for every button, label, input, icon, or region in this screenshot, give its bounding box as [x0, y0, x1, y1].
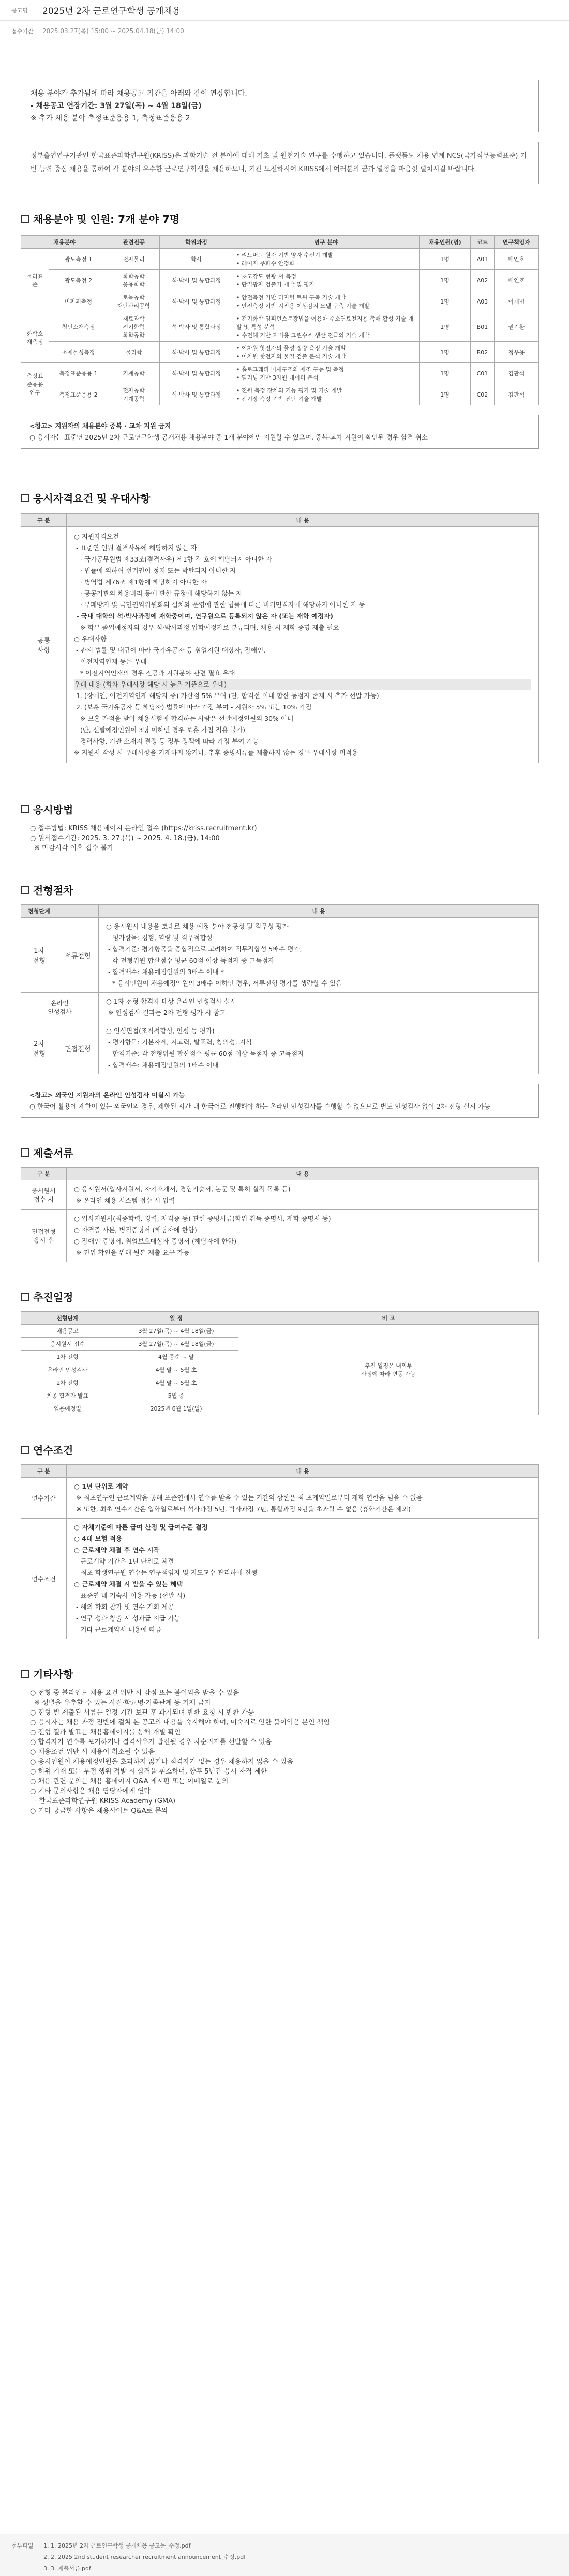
table-row — [21, 1210, 539, 1262]
stage-line: - 합격배수: 채용예정인원의 3배수 이내 * — [106, 968, 224, 976]
table-cell: 1명 — [419, 363, 470, 384]
announcement-body — [0, 41, 569, 1815]
attachment-list — [36, 2540, 246, 2574]
qualification-line: · 공공기관의 채용비리 등에 관한 규정에 해당하지 않는 자 — [74, 589, 243, 597]
qualification-line: - 표준연 인원 결격사유에 해당하지 않는 자 — [74, 544, 197, 552]
qualification-text — [67, 527, 539, 763]
reference-body: ○ 응시자는 표준연 2025년 2차 근로연구학생 공개채용 채용분야 중 1개 분야에만 지원할 수 있으며, 중복·교차 지원이 확인된 경우 합격 취소 — [29, 433, 428, 441]
checkbox-icon — [21, 805, 29, 813]
col-header: 일 정 — [114, 1312, 238, 1325]
table-cell: 학사 — [160, 249, 233, 270]
reference-box — [21, 415, 539, 449]
table-cell: 토목공학 재난관리공학 — [108, 291, 159, 312]
table-cell: 석·박사 및 통합과정 — [160, 363, 233, 384]
table-cell: • 전기화학 임피던스분광법을 이용한 수소연료전지용 촉매 활성 기술 개발 및 특성 분석 • 수전해 기반 저비용 그린수소 생산 전극의 기술 개발 — [233, 312, 419, 342]
table-row — [21, 918, 539, 993]
table-row — [21, 1519, 539, 1639]
table-row — [21, 363, 539, 384]
table-cell: 소재물성측정 — [49, 342, 108, 363]
table-cell: 화학공학 응용화학 — [108, 270, 159, 291]
condition-line: - 최초 학생연구원 연수는 연구책임자 및 지도교수 관리하에 진행 — [74, 1569, 258, 1577]
table-cell: 1명 — [419, 384, 470, 405]
application-period: 2025.03.27(목) 15:00 ~ 2025.04.18(금) 14:00 — [42, 27, 184, 35]
section-title: 전형절차 — [21, 882, 539, 897]
table-row — [21, 270, 539, 291]
condition-line: - 연구 성과 창출 시 성과급 지급 가능 — [74, 1614, 181, 1622]
table-row — [21, 1180, 539, 1210]
reference-box — [21, 1084, 539, 1118]
row-content — [67, 1519, 539, 1639]
table-cell: 1명 — [419, 249, 470, 270]
schedule-date: 3월 27일(목) ~ 4월 18일(금) — [114, 1325, 238, 1338]
row-label: 면접전형 응시 후 — [21, 1210, 67, 1262]
table-cell: 첨단소재측정 — [49, 312, 108, 342]
table-row — [21, 342, 539, 363]
positions-table — [21, 235, 539, 405]
section-title: 제출서류 — [21, 1145, 539, 1160]
table-cell: 배인호 — [494, 249, 538, 270]
note-line: ○ 전형 중 블라인드 채용 요건 위반 시 감점 또는 불이익을 받을 수 있음 — [30, 1689, 239, 1697]
section-title: 응시자격요건 및 우대사항 — [21, 490, 539, 505]
schedule-date: 4월 말 ~ 5월 초 — [114, 1376, 238, 1389]
note-line: ○ 채용 관련 문의는 채용 홈페이지 Q&A 게시판 또는 이메일로 문의 — [30, 1778, 229, 1785]
qualification-line: ※ 보훈 가점을 받아 채용시험에 합격하는 사람은 선발예정인원의 30% 이내 — [74, 715, 294, 722]
group-label: 화학소재측정 — [21, 312, 49, 363]
table-cell: 김판석 — [494, 363, 538, 384]
table-cell: 기계공학 — [108, 363, 159, 384]
section-title: 채용분야 및 인원: 7개 분야 7명 — [21, 211, 539, 226]
meta-period-label: 접수기간 — [11, 27, 34, 35]
condition-line: ※ 또한, 최초 연수기간은 입학일로부터 석사과정 5년, 박사과정 7년, 통합과정 9년을 초과할 수 없음 (휴학기간은 제외) — [74, 1505, 411, 1513]
checkbox-icon — [21, 215, 29, 223]
condition-line: ○ 근로계약 체결 후 연수 시작 — [74, 1546, 160, 1554]
table-cell: 측정표준응용 2 — [49, 384, 108, 405]
notice-line: - 채용공고 연장기간: 3월 27일(목) ~ 4월 18일(금) — [31, 102, 202, 110]
intro-text: 정부출연연구기관인 한국표준과학연구원(KRISS)은 과학기술 전 분야에 대해 기초 및 원천기술 연구를 수행하고 있습니다. 플랫폼도 채용 연계 NCS(국가직무능력표준) 기반 능력 중심 채용을 통하여 각 분야의 우수한 근로연구학생을 채용하오니, 기관 도전하시여 KRISS에서 여러분의 꿈과 열정을 마음껏 펼치시길 바랍니다. — [21, 142, 539, 184]
table-cell: B01 — [471, 312, 494, 342]
table-row — [21, 1478, 539, 1519]
schedule-date: 3월 27일(목) ~ 4월 18일(금) — [114, 1338, 238, 1351]
row-label: 응시원서 접수 시 — [21, 1180, 67, 1210]
qualification-line: ※ 학부 졸업예정자의 경우 석·박사과정 입학예정자로 분류되며, 채용 시 재학 증명 제출 필요 — [74, 624, 339, 631]
attachment-link[interactable]: 2. 2. 2025 2nd student researcher recruitment announcement_수정.pdf — [43, 2554, 246, 2560]
table-cell: A02 — [471, 270, 494, 291]
table-cell: • 홀로그래피 미세구조의 제조 구동 및 측정 • 딥러닝 기반 3차원 데이터 분석 — [233, 363, 419, 384]
table-cell: 광도측정 2 — [49, 270, 108, 291]
table-row — [21, 291, 539, 312]
note-line: ○ 전형 결과 발표는 채용홈페이지를 통해 개별 확인 — [30, 1729, 181, 1736]
condition-line: ○ 1년 단위로 계약 — [74, 1482, 129, 1490]
schedule-stage: 최종 합격자 발표 — [21, 1389, 114, 1402]
other-notes — [21, 1687, 539, 1815]
table-cell: • 초고감도 형광 서 측정 • 단일광자 검출기 개발 및 평가 — [233, 270, 419, 291]
reference-title: <참고> 지원자의 채용분야 중복 · 교차 지원 금지 — [29, 422, 171, 430]
qualification-line: (단, 선발예정인원이 3명 이하인 경우 보훈 가점 적용 불가) — [74, 726, 246, 734]
stage-name: 서류전형 — [57, 918, 99, 993]
qualification-line: ※ 지원서 작성 시 우대사항을 기재하지 않거나, 추후 증빙서류를 제출하지 않는 경우 우대사항 미적용 — [74, 749, 358, 756]
extension-notice — [21, 80, 539, 132]
schedule-date: 4월 중순 ~ 말 — [114, 1351, 238, 1363]
table-cell: 1명 — [419, 342, 470, 363]
table-cell: 1명 — [419, 270, 470, 291]
stage-line: - 합격배수: 채용예정인원의 1배수 이내 — [106, 1061, 219, 1069]
col-header: 전형단계 — [21, 905, 57, 918]
schedule-stage: 응시원서 접수 — [21, 1338, 114, 1351]
note-line: ○ 합격자가 연수를 포기하거나 결격사유가 발견될 경우 차순위자를 선발할 수 있음 — [30, 1738, 272, 1746]
table-cell: B02 — [471, 342, 494, 363]
col-header: 전형단계 — [21, 1312, 114, 1325]
document-line: ○ 장애인 증명서, 취업보호대상자 증명서 (해당자에 한함) — [74, 1237, 237, 1245]
note-line: ○ 허위 기재 또는 부정 행위 적발 시 합격을 취소하며, 향후 5년간 응시 자격 제한 — [30, 1768, 267, 1776]
method-line: ※ 마감시각 이후 접수 불가 — [30, 844, 114, 852]
note-line: ○ 기타 문의사항은 채용 담당자에게 연락 — [30, 1787, 151, 1795]
page-title: 2025년 2차 근로연구학생 공개채용 — [42, 6, 181, 17]
section-title: 연수조건 — [21, 1442, 539, 1457]
col-header: 코드 — [471, 236, 494, 249]
note-line: ○ 채용조건 위반 시 채용이 취소될 수 있음 — [30, 1748, 155, 1756]
table-cell: 석·박사 및 통합과정 — [160, 312, 233, 342]
document-line: ○ 응시원서(입사지원서, 자기소개서, 경험기술서, 논문 및 특허 실적 목록 등) — [74, 1185, 291, 1193]
stage-line: ○ 인성면접(조직적합성, 인성 등 평가) — [106, 1027, 215, 1035]
attachments-bar — [0, 2534, 569, 2576]
meta-title-label: 공고명 — [11, 7, 28, 14]
qualification-line: · 법률에 의하여 선거권이 정지 또는 박탈되지 아니한 자 — [74, 567, 236, 574]
table-row — [21, 249, 539, 270]
qualification-line: 경력사항, 기관 소재지 결정 등 정부 정책에 따라 가점 부여 가능 — [74, 737, 259, 745]
reference-body: ○ 한국어 활용에 제한이 있는 외국인의 경우, 제한된 시간 내 한국어로 진행해야 하는 온라인 인성검사를 수행할 수 없으므로 별도 인성검사 없이 2차 전형 실시 가능 — [29, 1102, 490, 1110]
table-cell: A01 — [471, 249, 494, 270]
col-header: 연구 분야 — [233, 236, 419, 249]
table-cell: C01 — [471, 363, 494, 384]
table-cell: 재료과학 전기화학 화학공학 — [108, 312, 159, 342]
documents-table — [21, 1167, 539, 1262]
schedule-stage: 2차 전형 — [21, 1376, 114, 1389]
table-row — [21, 312, 539, 342]
schedule-date: 4월 말 ~ 5월 초 — [114, 1363, 238, 1376]
condition-line: ○ 근로계약 체결 시 받을 수 있는 혜택 — [74, 1580, 183, 1588]
checkbox-icon — [21, 886, 29, 894]
stage-line: - 평가항목: 경험, 역량 및 직무적합성 — [106, 934, 213, 942]
stage-line: 각 전형위원 합산점수 평균 60점 이상 득점자 중 고득점자 — [106, 957, 275, 964]
table-cell: A03 — [471, 291, 494, 312]
table-cell: 전자물리 — [108, 249, 159, 270]
section-title: 기타사항 — [21, 1666, 539, 1681]
table-row — [21, 993, 539, 1022]
attachment-link[interactable]: 3. 3. 제출서류.pdf — [43, 2565, 91, 2572]
table-cell: C02 — [471, 384, 494, 405]
section-title: 응시방법 — [21, 801, 539, 816]
col-header: 채용분야 — [21, 236, 108, 249]
schedule-stage: 채용공고 — [21, 1325, 114, 1338]
row-content — [67, 1478, 539, 1519]
stage-name: 면접전형 — [57, 1022, 99, 1074]
table-cell: 석·박사 및 통합과정 — [160, 342, 233, 363]
table-cell: 김판석 — [494, 384, 538, 405]
row-content — [67, 1210, 539, 1262]
checkbox-icon — [21, 1148, 29, 1157]
document-line: ○ 입사지원서(최종학력, 경력, 자격증 등) 관련 증빙서류(학위 취득 증명서, 재학 증명서 등) — [74, 1215, 331, 1222]
table-row — [21, 1325, 539, 1338]
document-line: ※ 온라인 채용 시스템 접수 시 입력 — [74, 1196, 175, 1204]
method-line: ○ 원서접수기간: 2025. 3. 27.(목) ~ 2025. 4. 18.(금), 14:00 — [30, 835, 220, 842]
table-cell: • 안전측정 기반 디지털 트윈 구축 기술 개발 • 안전측정 기반 지진용 이상감지 모델 구축 기술 개발 — [233, 291, 419, 312]
notice-line: ※ 추가 채용 분야 측정표준응용 1, 측정표준응용 2 — [31, 114, 190, 123]
meta-title-row — [0, 0, 569, 21]
condition-line: ※ 최초연구인 근로계약을 통해 표준연에서 연수를 받을 수 있는 기간의 상한은 최 초계약일로부터 재학 연한을 넘을 수 없음 — [74, 1494, 423, 1502]
qualifications-table — [21, 513, 539, 763]
qualification-line: 2. (보훈 국가유공자 등 해당자) 법률에 따라 가점 부여 - 지원자 5% 또는 10% 가점 — [74, 703, 312, 711]
stage-label: 1차 전형 — [21, 918, 57, 993]
note-line: - 한국표준과학연구원 KRISS Academy (GMA) — [30, 1797, 176, 1805]
checkbox-icon — [21, 1446, 29, 1454]
table-cell: 정우용 — [494, 342, 538, 363]
stage-line: * 응시인원이 채용예정인원의 3배수 이하인 경우, 서류전형 평가를 생략할 수 있음 — [106, 979, 342, 987]
col-header: 학위과정 — [160, 236, 233, 249]
col-header: 구 분 — [21, 1168, 67, 1180]
note-line: ○ 응시인원이 채용예정인원을 초과하지 않거나 적격자가 없는 경우 채용하지 않을 수 있음 — [30, 1758, 293, 1766]
qualification-line: 1. (장애인, 이전지역인재 해당자 중) 가산점 5% 부여 (단, 합격선 이내 합산 동점자 존재 시 추가 선발 가능) — [74, 692, 379, 700]
note-line: ※ 성별을 유추할 수 있는 사진·학교명·가족관계 등 기재 금지 — [30, 1699, 211, 1707]
condition-line: ○ 4대 보험 적용 — [74, 1535, 123, 1542]
table-cell: 측정표준응용 1 — [49, 363, 108, 384]
document-line: ○ 자격증 사본, 병적증명서 (해당자에 한함) — [74, 1226, 197, 1234]
qualification-line: - 국내 대학의 석·박사과정에 재학중이며, 연구원으로 등록되지 않은 자 (또는 재학 예정자) — [74, 612, 333, 620]
schedule-date: 2025년 6월 1일(일) — [114, 1402, 238, 1415]
stage-line: ○ 응시원서 내용을 토대로 채용 예정 분야 전공성 및 직무성 평가 — [106, 922, 289, 930]
table-cell: 1명 — [419, 291, 470, 312]
qualification-line: · 병역법 제76조 제1항에 해당하지 아니한 자 — [74, 578, 207, 586]
table-cell: 배인호 — [494, 270, 538, 291]
condition-line: ○ 자체기준에 따른 급여 산정 및 급여수준 결정 — [74, 1523, 208, 1531]
condition-line: - 기타 근로계약서 내용에 따름 — [74, 1626, 162, 1633]
stage-content — [99, 918, 539, 993]
condition-line: - 해외 학회 참가 및 연수 기회 제공 — [74, 1603, 174, 1611]
schedule-stage: 임용예정일 — [21, 1402, 114, 1415]
col-header: 비 고 — [238, 1312, 539, 1325]
stage-line: - 합격기준: 평가항목을 종합적으로 고려하여 직무적합성 5배수 평가, — [106, 945, 302, 953]
table-cell: 광도측정 1 — [49, 249, 108, 270]
checkbox-icon — [21, 1293, 29, 1301]
checkbox-icon — [21, 1670, 29, 1678]
reference-title: <참고> 외국인 지원자의 온라인 인성검사 미실시 가능 — [29, 1091, 185, 1099]
schedule-stage: 온라인 인성검사 — [21, 1363, 114, 1376]
schedule-table — [21, 1311, 539, 1415]
table-cell: 석·박사 및 통합과정 — [160, 270, 233, 291]
col-header: 구 분 — [21, 514, 67, 527]
note-line: ○ 응시자는 채용 과정 전반에 걸쳐 본 공고의 내용을 숙지해야 하며, 미숙지로 인한 불이익은 본인 책임 — [30, 1719, 330, 1726]
table-cell: 이재범 — [494, 291, 538, 312]
col-header: 연구책임자 — [494, 236, 538, 249]
table-cell: 석·박사 및 통합과정 — [160, 384, 233, 405]
selection-process-table — [21, 904, 539, 1074]
note-line: ○ 기타 궁금한 사항은 채용사이트 Q&A로 문의 — [30, 1807, 168, 1815]
attachment-link[interactable]: 1. 1. 2025년 2차 근로연구학생 공개채용 공고문_수정.pdf — [43, 2542, 191, 2549]
qualification-line: · 국가공무원법 제33조(결격사유) 제1항 각 호에 해당되지 아니한 자 — [74, 555, 273, 563]
table-cell: 전자공학 기계공학 — [108, 384, 159, 405]
table-cell: 물리학 — [108, 342, 159, 363]
qualification-line: ○ 우대사항 — [74, 635, 107, 643]
meta-period-row — [0, 21, 569, 41]
row-content — [67, 1180, 539, 1210]
col-header: 내 용 — [67, 1168, 539, 1180]
stage-label: 온라인 인성검사 — [21, 993, 99, 1022]
stage-line: ○ 1차 전형 합격자 대상 온라인 인성검사 실시 — [106, 997, 236, 1005]
stage-line: - 합격기준: 각 전형위원 합산점수 평균 60점 이상 득점자 중 고득점자 — [106, 1050, 304, 1057]
stage-content — [99, 1022, 539, 1074]
qualification-line: - 관계 법률 및 내규에 따라 국가유공자 등 취업지원 대상자, 장애인, — [74, 646, 266, 654]
table-cell: • 전원 측정 장치의 기능 평가 및 기술 개발 • 전기장 측정 기반 진단 기술 개발 — [233, 384, 419, 405]
col-header: 관련전공 — [108, 236, 159, 249]
row-label: 공통 사항 — [21, 527, 67, 763]
method-line: ○ 접수방법: KRISS 채용페이지 온라인 접수 (https://kriss.recruitment.kr) — [30, 825, 257, 832]
group-label: 물리표준 — [21, 249, 49, 312]
application-method — [21, 823, 539, 852]
qualification-line: 우대 내용 (회차 우대사항 해당 시 높은 기준으로 우대) — [74, 679, 531, 690]
col-header: 내 용 — [67, 1465, 539, 1478]
stage-content — [99, 993, 539, 1022]
group-label: 측정표준응용연구 — [21, 363, 49, 405]
table-cell: • 이차원 핫전자의 물성 정량 측정 기술 개발 • 이차원 핫전자의 물질 검출 분석 기술 개발 — [233, 342, 419, 363]
col-header: 내 용 — [99, 905, 539, 918]
training-conditions-table — [21, 1464, 539, 1639]
col-header — [57, 905, 99, 918]
checkbox-icon — [21, 494, 29, 502]
table-cell: 1명 — [419, 312, 470, 342]
attachments-label: 첨부파일 — [11, 2542, 34, 2549]
section-title: 추진일정 — [21, 1289, 539, 1304]
table-cell: 비파괴측정 — [49, 291, 108, 312]
schedule-stage: 1차 전형 — [21, 1351, 114, 1363]
condition-line: - 표준연 내 기숙사 이용 가능 (선발 시) — [74, 1592, 186, 1599]
row-label: 연수조건 — [21, 1519, 67, 1639]
col-header: 채용인원(명) — [419, 236, 470, 249]
qualification-line: * 이전지역인재의 경우 전공과 지원분야 관련 필요 우대 — [74, 669, 235, 677]
table-cell: • 리드버그 원자 기반 양자 수신기 개발 • 레이저 주파수 안정화 — [233, 249, 419, 270]
qualification-line: 이전지역인재 등은 우대 — [74, 658, 147, 665]
stage-line: - 평가항목: 기본자세, 지고력, 발표력, 창의성, 지식 — [106, 1038, 252, 1046]
stage-label: 2차 전형 — [21, 1022, 57, 1074]
schedule-note: 추진 일정은 내외부 사정에 따라 변동 가능 — [238, 1325, 539, 1415]
notice-line: 채용 분야가 추가됨에 따라 채용공고 기간을 아래와 같이 연장합니다. — [31, 89, 247, 98]
table-row — [21, 384, 539, 405]
stage-line: ※ 인성검사 결과는 2차 전형 평가 시 참고 — [106, 1009, 226, 1017]
schedule-date: 5월 중 — [114, 1389, 238, 1402]
table-cell: 석·박사 및 통합과정 — [160, 291, 233, 312]
table-cell: 권기환 — [494, 312, 538, 342]
col-header: 내 용 — [67, 514, 539, 527]
qualification-line: · 부패방지 및 국민권익위원회의 설치와 운영에 관한 법률에 따른 비위면직자에 해당하지 아니한 자 등 — [74, 601, 365, 609]
condition-line: - 근로계약 기간은 1년 단위로 체결 — [74, 1557, 174, 1565]
document-line: ※ 진위 확인을 위해 원본 제출 요구 가능 — [74, 1249, 190, 1256]
row-label: 연수기간 — [21, 1478, 67, 1519]
qualification-line: ○ 지원자격요건 — [74, 533, 119, 540]
table-row — [21, 1022, 539, 1074]
note-line: ○ 전형 별 제출된 서류는 일정 기간 보관 후 파기되며 반환 요청 시 반환 가능 — [30, 1709, 254, 1717]
col-header: 구 분 — [21, 1465, 67, 1478]
